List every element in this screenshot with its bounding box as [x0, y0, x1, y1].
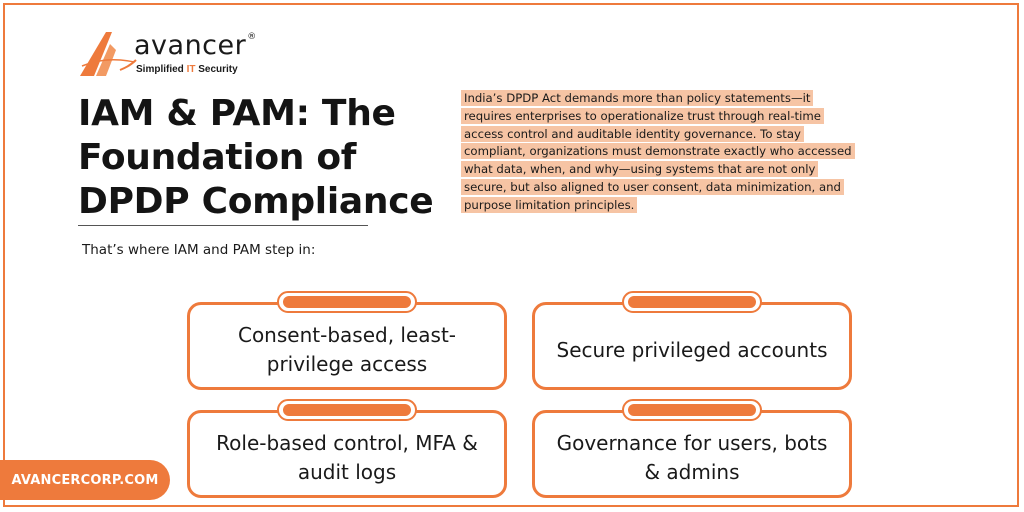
dpdp-description: India’s DPDP Act demands more than policy statements—it requires enterprises to operationalize trust through real-time access control and auditable identity governance. To stay compliant, organizations must demonstrate exactly who accessed what data, when, and why—using systems that are not only secure, but also aligned to user consent, data minimization, and purpose limitation principles.: [461, 90, 861, 215]
feature-card-tab: [277, 399, 417, 421]
feature-card-privileged: [532, 302, 852, 390]
avancer-logo-mark-icon: [76, 26, 138, 78]
feature-card-label: Role-based control, MFA & audit logs: [216, 431, 478, 484]
registered-mark: ®: [247, 32, 257, 42]
title-underline: [78, 225, 368, 226]
feature-card-tab: [622, 399, 762, 421]
feature-card-governance: [532, 410, 852, 498]
brand-tagline: Simplified IT Security: [136, 64, 238, 75]
page-title: IAM & PAM: The Foundation of DPDP Compliance: [78, 93, 434, 222]
feature-card-label: Consent-based, least-privilege access: [237, 323, 457, 376]
intro-text: That’s where IAM and PAM step in:: [82, 242, 316, 258]
feature-card-consent: [187, 302, 507, 390]
website-link[interactable]: AVANCERCORP.COM: [0, 460, 170, 500]
feature-card-tab: [622, 291, 762, 313]
avancer-logo: [76, 26, 256, 78]
feature-card-role-based: [187, 410, 507, 498]
feature-card-label: Secure privileged accounts: [556, 337, 828, 362]
feature-card-label: Governance for users, bots & admins: [556, 431, 828, 484]
feature-card-tab: [277, 291, 417, 313]
brand-name: avancer®: [134, 30, 257, 61]
